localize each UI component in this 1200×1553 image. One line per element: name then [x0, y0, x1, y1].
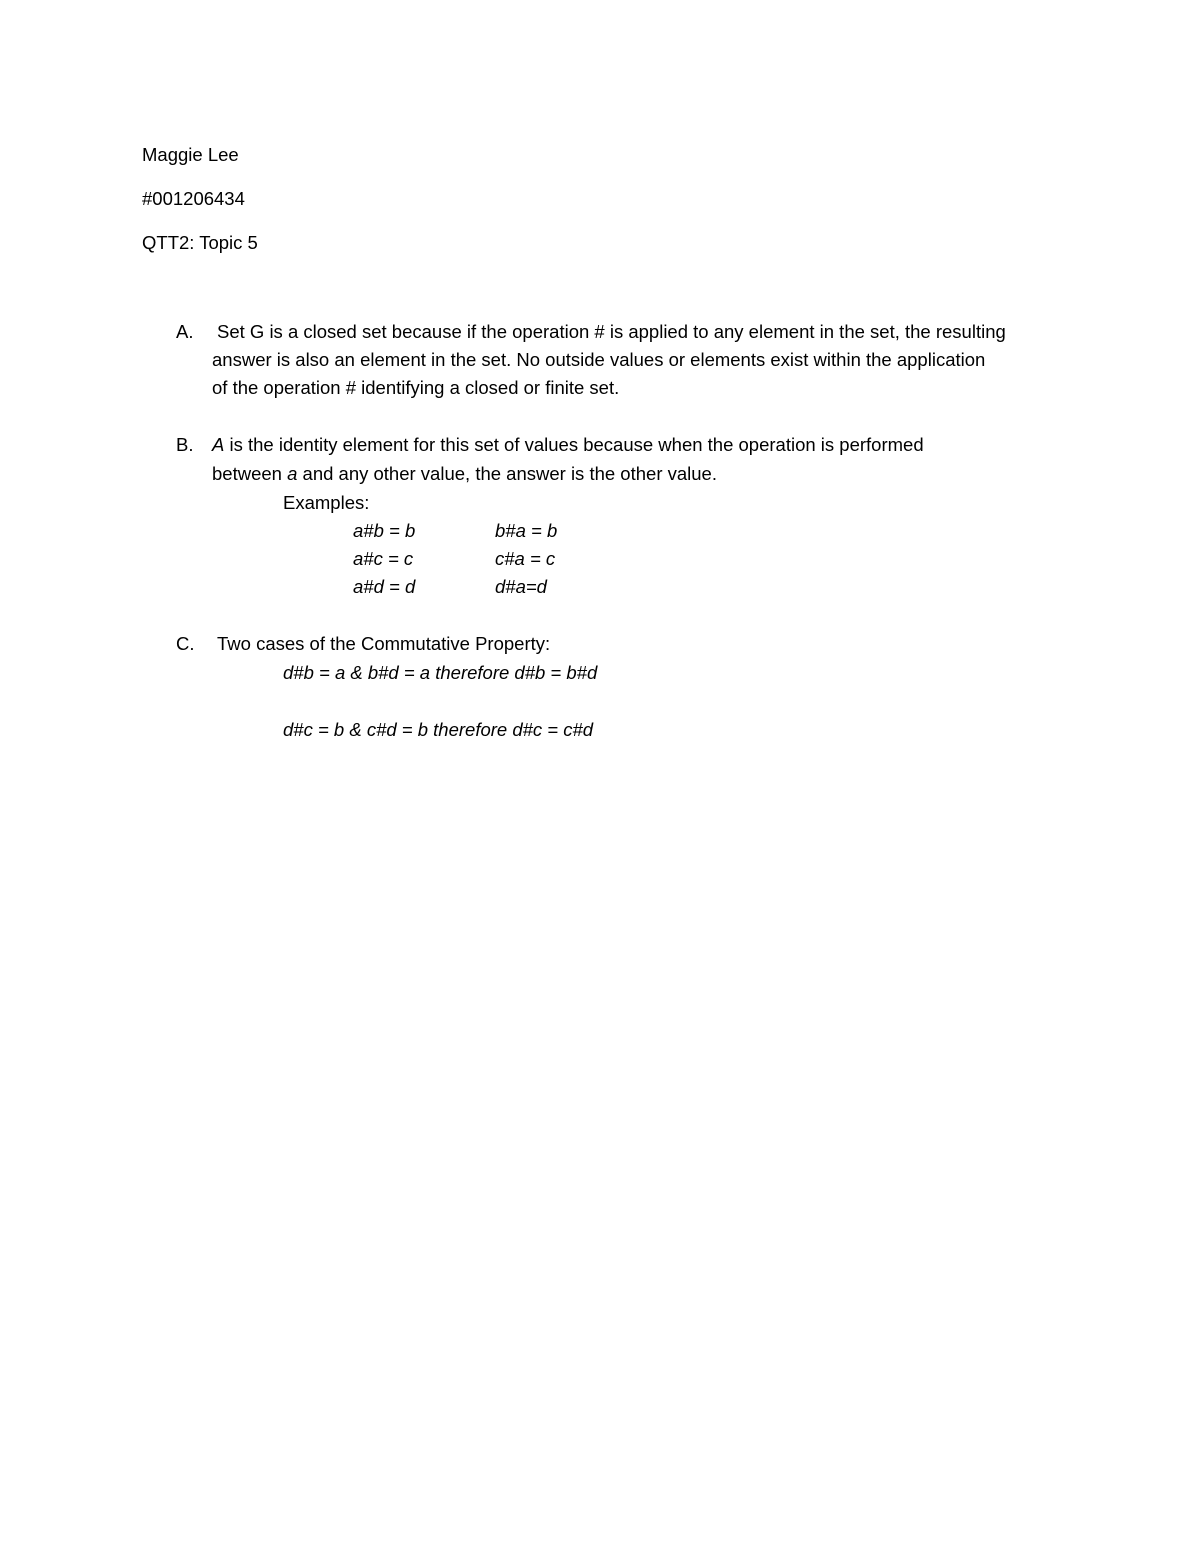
section-a-marker: A. [176, 321, 194, 342]
section-a-line-3: of the operation # identifying a closed or finite set. [212, 377, 620, 398]
student-id: #001206434 [142, 188, 245, 209]
example-left: a#b = b [353, 520, 416, 541]
course-topic: QTT2: Topic 5 [142, 232, 258, 253]
examples-label: Examples: [283, 492, 370, 513]
section-b-line-2 [212, 463, 717, 485]
example-left: a#d = d [353, 576, 416, 597]
section-b-line-2-end: and any other value, the answer is the other value. [297, 463, 717, 484]
section-b-line-2-start: between [212, 463, 288, 484]
section-a-line-1: Set G is a closed set because if the operation # is applied to any element in the set, the resulting [217, 321, 1006, 342]
section-c-heading: Two cases of the Commutative Property: [217, 633, 551, 654]
example-right: c#a = c [495, 548, 556, 569]
commutative-case: d#c = b & c#d = b therefore d#c = c#d [283, 719, 594, 740]
section-a-line-2: answer is also an element in the set. No outside values or elements exist within the application [212, 349, 986, 370]
example-right: d#a=d [495, 576, 547, 597]
commutative-case: d#b = a & b#d = a therefore d#b = b#d [283, 662, 598, 683]
author-name: Maggie Lee [142, 144, 239, 165]
example-right: b#a = b [495, 520, 558, 541]
section-b-line-1 [212, 434, 924, 456]
example-left: a#c = c [353, 548, 414, 569]
identity-variable: A [212, 434, 225, 455]
section-b-line-1-text: is the identity element for this set of values because when the operation is performed [224, 434, 924, 455]
variable-a: a [287, 463, 298, 484]
section-b-marker: B. [176, 434, 194, 455]
section-c-marker: C. [176, 633, 195, 654]
